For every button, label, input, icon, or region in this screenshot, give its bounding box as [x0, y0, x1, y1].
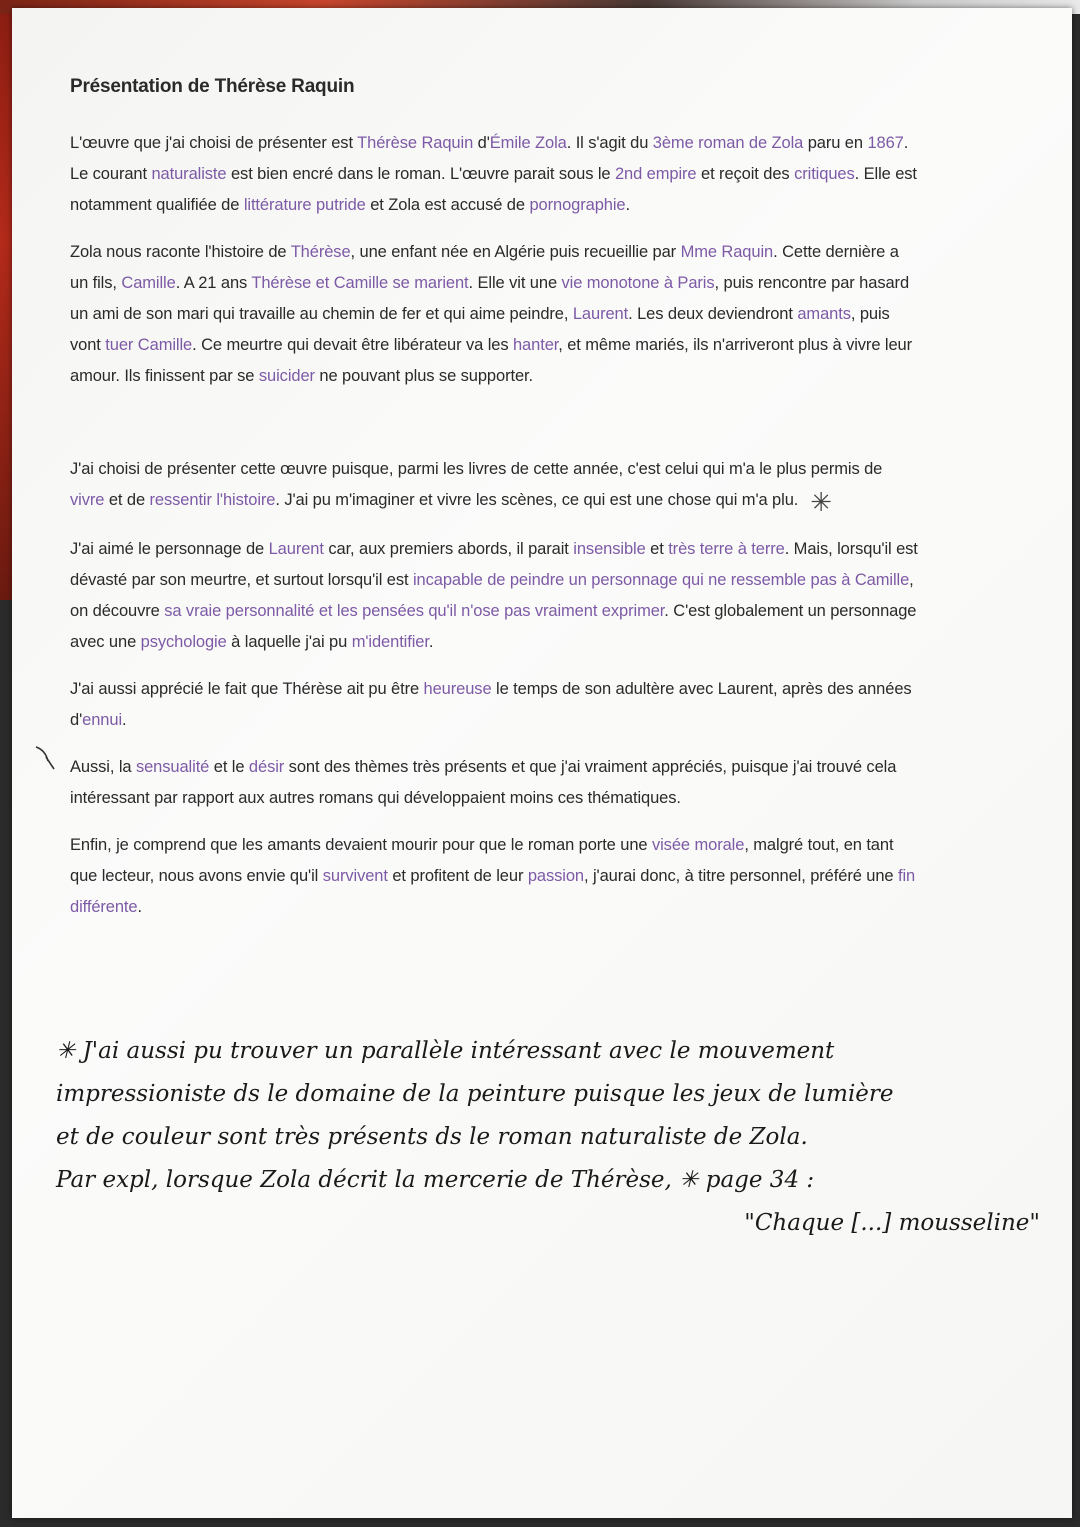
highlighted-text: littérature putride [243, 196, 366, 214]
text-segment: d' [473, 134, 490, 152]
text-segment: , puis rencontre par hasard un ami de son mari qui travaille au chemin de fer et qui aime peindre, [70, 274, 910, 323]
text-segment: le temps de son adultère avec Laurent, après des années d' [70, 680, 912, 729]
highlighted-text: Thérèse [290, 243, 351, 261]
highlighted-text: Mme Raquin [680, 243, 774, 261]
highlighted-text: vie monotone à Paris [561, 274, 715, 292]
paragraph-summary [70, 237, 920, 392]
page-title: Présentation de Thérèse Raquin [70, 76, 355, 97]
highlighted-text: 3ème roman de Zola [652, 134, 804, 152]
highlighted-text: hanter [512, 336, 559, 354]
highlighted-text: Camille [121, 274, 176, 292]
highlighted-text: Thérèse Raquin [357, 134, 474, 152]
text-segment: . Le courant [70, 134, 909, 183]
text-segment: , j'aurai donc, à titre personnel, préféré une [584, 867, 898, 885]
highlighted-text: Laurent [572, 305, 629, 323]
text-segment: et le [209, 758, 249, 776]
highlighted-text: survivent [322, 867, 388, 885]
highlighted-text: m'identifier [351, 633, 429, 651]
highlighted-text: ennui [82, 711, 123, 729]
text-segment: car, aux premiers abords, il parait [323, 540, 574, 558]
text-segment: . [137, 898, 142, 916]
text-segment: et Zola est accusé de [365, 196, 530, 214]
text-segment: L'œuvre que j'ai choisi de présenter est [70, 134, 358, 152]
text-segment: . [625, 196, 630, 214]
paragraph-therese [70, 674, 920, 736]
highlighted-text: insensible [573, 540, 646, 558]
highlighted-text: pornographie [529, 196, 626, 214]
text-segment: , on découvre [70, 571, 914, 620]
highlighted-text: désir [248, 758, 285, 776]
text-segment: et profitent de leur [387, 867, 528, 885]
text-segment: sont des thèmes très présents et que j'ai vraiment appréciés, puisque j'ai trouvé cela intéressant par rapport aux autres romans qui développaient moins ces thématiques. [70, 758, 897, 807]
text-segment: . Ce meurtre qui devait être libérateur va les [192, 336, 513, 354]
text-segment: , puis vont [70, 305, 890, 354]
pen-mark-icon [34, 743, 60, 773]
text-segment: est bien encré dans le roman. L'œuvre parait sous le [226, 165, 615, 183]
handwritten-line: et de couleur sont très présents ds le roman naturaliste de Zola. [56, 1124, 808, 1150]
text-segment: Enfin, je comprend que les amants devaient mourir pour que le roman porte une [70, 836, 652, 854]
text-segment: . [122, 711, 127, 729]
text-segment: paru en [803, 134, 868, 152]
text-segment: . Elle est notamment qualifiée de [70, 165, 917, 214]
text-segment: . Les deux deviendront [628, 305, 798, 323]
text-segment: . J'ai pu m'imaginer et vivre les scènes, ce qui est une chose qui m'a plu. [275, 491, 799, 509]
highlighted-text: 2nd empire [614, 165, 697, 183]
text-segment: . A 21 ans [175, 274, 252, 292]
paragraph-choice [70, 454, 920, 518]
highlighted-text: heureuse [423, 680, 492, 698]
paragraph-themes [70, 752, 920, 814]
text-segment: J'ai aussi apprécié le fait que Thérèse ait pu être [70, 680, 424, 698]
paragraph-intro [70, 128, 920, 221]
text-segment: J'ai choisi de présenter cette œuvre puisque, parmi les livres de cette année, c'est celui qui m'a le plus permis de [70, 460, 883, 478]
handwritten-quote: "Chaque [...] mousseline" [744, 1210, 1040, 1236]
text-segment: et [645, 540, 669, 558]
highlighted-text: très terre à terre [668, 540, 785, 558]
handwritten-note [56, 1030, 1046, 1245]
highlighted-text: fin différente [70, 867, 916, 916]
text-segment: . Mais, lorsqu'il est dévasté par son meurtre, et surtout lorsqu'il est [70, 540, 918, 589]
highlighted-text: Émile Zola [489, 134, 567, 152]
text-segment: . Il s'agit du [566, 134, 653, 152]
highlighted-text: suicider [258, 367, 315, 385]
typed-document [70, 76, 920, 939]
handwritten-line: impressioniste ds le domaine de la peinture puisque les jeux de lumière [56, 1081, 894, 1107]
highlighted-text: amants [797, 305, 851, 323]
paragraph-choice-text [70, 460, 882, 509]
highlighted-text: ressentir l'histoire [149, 491, 276, 509]
text-segment: et de [104, 491, 150, 509]
highlighted-text: Thérèse et Camille se marient [251, 274, 469, 292]
text-segment: . Cette dernière a un fils, [70, 243, 899, 292]
text-segment: . C'est globalement un personnage avec une [70, 602, 917, 651]
highlighted-text: tuer Camille [105, 336, 193, 354]
highlighted-text: naturaliste [151, 165, 227, 183]
text-segment: , malgré tout, en tant que lecteur, nous avons envie qu'il [70, 836, 894, 885]
handwritten-line: Par expl, lorsque Zola décrit la mercerie de Thérèse, ✳ page 34 : [56, 1167, 815, 1193]
highlighted-text: Laurent [268, 540, 324, 558]
handwritten-line: ✳ J'ai aussi pu trouver un parallèle intéressant avec le mouvement [56, 1038, 835, 1064]
highlighted-text: incapable de peindre un personnage qui ne ressemble pas à Camille [412, 571, 910, 589]
text-segment: ne pouvant plus se supporter. [314, 367, 534, 385]
text-segment: . Elle vit une [468, 274, 562, 292]
paragraph-laurent [70, 534, 920, 658]
highlighted-text: vivre [70, 491, 105, 509]
highlighted-text: sensualité [135, 758, 210, 776]
text-segment: , une enfant née en Algérie puis recueillie par [350, 243, 681, 261]
paragraph-conclusion [70, 830, 920, 923]
text-segment: Aussi, la [70, 758, 136, 776]
highlighted-text: critiques [794, 165, 855, 183]
highlighted-text: psychologie [140, 633, 227, 651]
asterisk-icon: ✳ [810, 487, 832, 517]
text-segment: , et même mariés, ils n'arriveront plus à vivre leur amour. Ils finissent par se [70, 336, 912, 385]
text-segment: . [428, 633, 434, 651]
text-segment: et reçoit des [696, 165, 795, 183]
highlighted-text: sa vraie personnalité et les pensées qu'il n'ose pas vraiment exprimer [164, 602, 665, 620]
text-segment: Zola nous raconte l'histoire de [70, 243, 291, 261]
text-segment: à laquelle j'ai pu [226, 633, 352, 651]
highlighted-text: 1867 [867, 134, 904, 152]
text-segment: J'ai aimé le personnage de [70, 540, 269, 558]
highlighted-text: visée morale [651, 836, 745, 854]
highlighted-text: passion [527, 867, 585, 885]
paper-sheet [12, 8, 1072, 1518]
